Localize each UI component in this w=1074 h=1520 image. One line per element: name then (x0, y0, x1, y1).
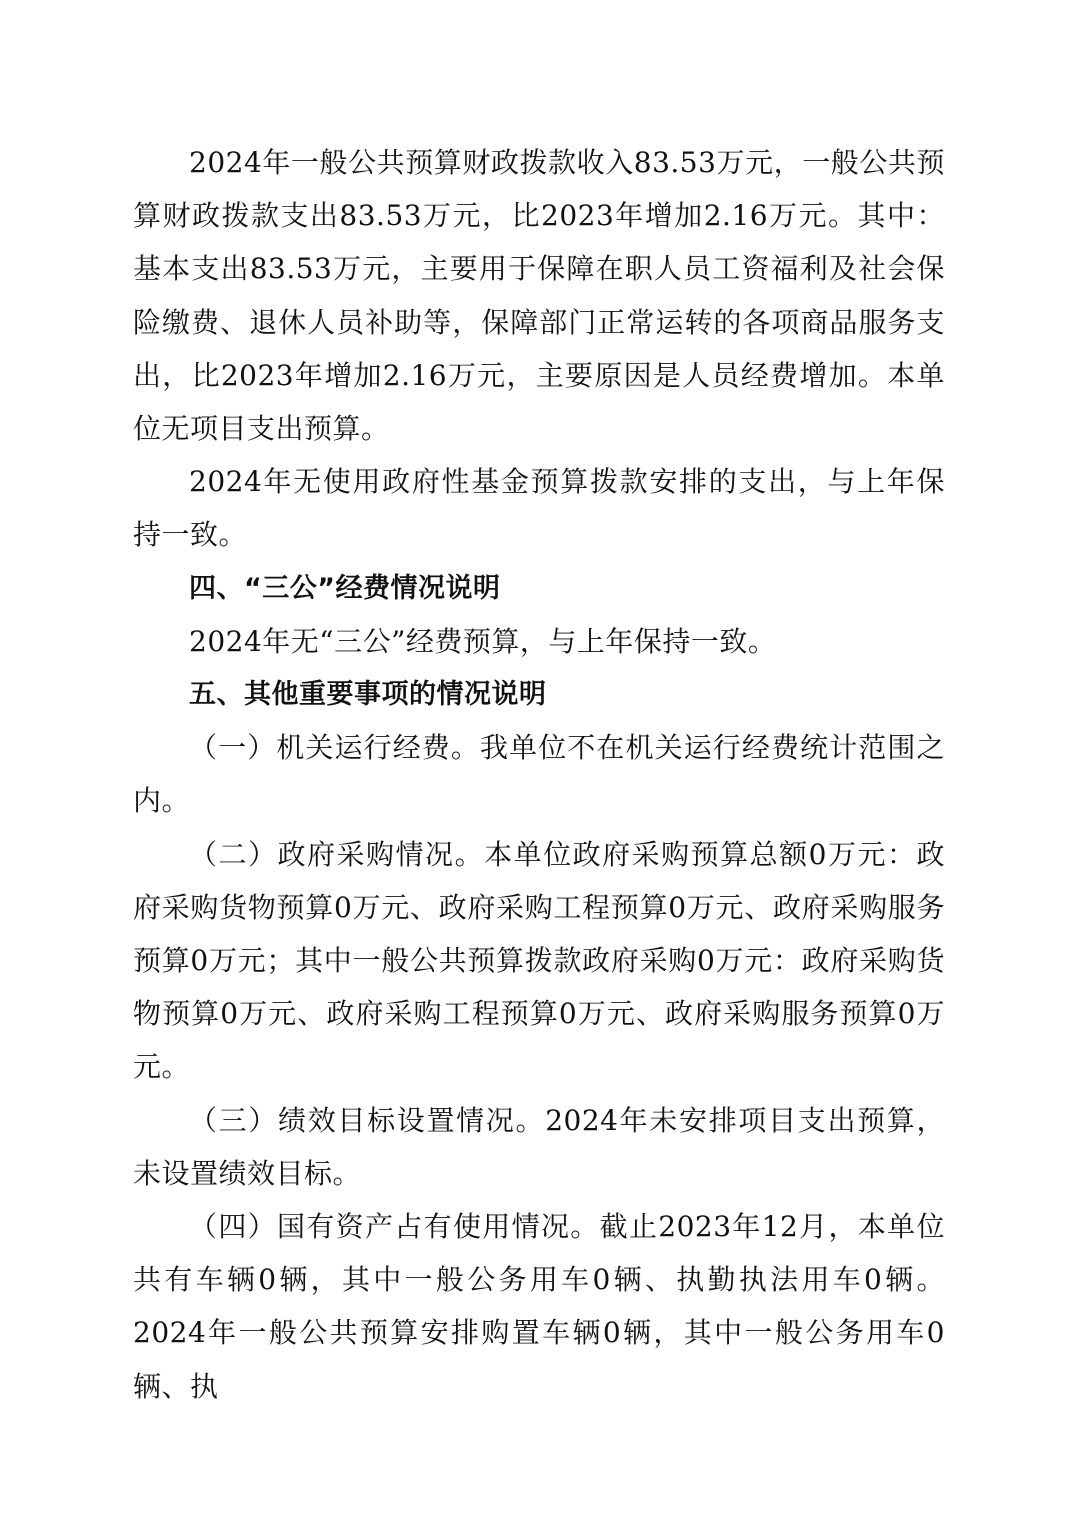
paragraph-procurement: （二）政府采购情况。本单位政府采购预算总额0万元：政府采购货物预算0万元、政府采购工程预算0万元、政府采购服务预算0万元；其中一般公共预算拨款政府采购0万元：政府采购货物预算0万元、政府采购工程预算0万元、政府采购服务预算0万元。 (133, 837, 945, 1084)
paragraph-performance-targets: （三）绩效目标设置情况。2024年未安排项目支出预算，未设置绩效目标。 (133, 1103, 945, 1190)
paragraph-office-operation: （一）机关运行经费。我单位不在机关运行经费统计范围之内。 (133, 731, 945, 818)
paragraph-state-assets: （四）国有资产占有使用情况。截止2023年12月，本单位共有车辆0辆，其中一般公务用车0辆、执勤执法用车0辆。2024年一般公共预算安排购置车辆0辆，其中一般公务用车0辆、执 (133, 1210, 945, 1403)
heading-section-4: 四、“三公”经费情况说明 (189, 572, 501, 604)
paragraph-three-public-expenses: 2024年无“三公”经费预算，与上年保持一致。 (189, 624, 777, 658)
document-body (133, 136, 945, 1413)
heading-section-5: 五、其他重要事项的情况说明 (189, 679, 547, 711)
paragraph-general-budget: 2024年一般公共预算财政拨款收入83.53万元，一般公共预算财政拨款支出83.53万元，比2023年增加2.16万元。其中：基本支出83.53万元，主要用于保障在职人员工资福利及社会保险缴费、退休人员补助等，保障部门正常运转的各项商品服务支出，比2023年增加2.16万元，主要原因是人员经费增加。本单位无项目支出预算。 (133, 146, 945, 446)
paragraph-government-fund: 2024年无使用政府性基金预算拨款安排的支出，与上年保持一致。 (133, 465, 945, 552)
